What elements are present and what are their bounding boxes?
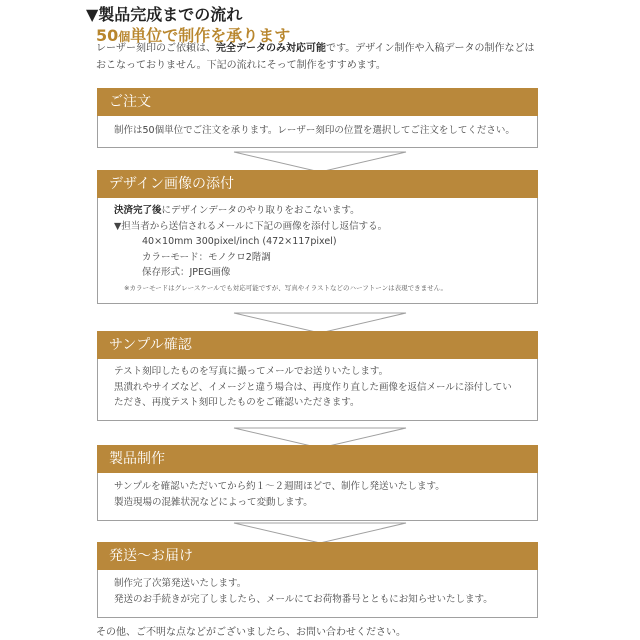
step-order-line: 制作は50個単位でご注文を承ります。レーザー刻印の位置を選択してご注文をしてください。 (114, 125, 515, 136)
step-production (97, 445, 538, 521)
step-design-line-1 (114, 203, 529, 219)
step-shipping-line-1: 制作完了次第発送いたします。 (114, 578, 247, 589)
step-design-title: デザイン画像の添付 (97, 170, 538, 198)
step-shipping-title: 発送〜お届け (97, 542, 538, 570)
image-spec-format: 保存形式：JPEG画像 (142, 267, 231, 278)
step-production-title: 製品制作 (97, 445, 538, 473)
step-sample-line-1: テスト刻印したものを写真に撮ってメールでお送りいたします。 (114, 366, 389, 377)
step-order-title: ご注文 (97, 88, 538, 116)
step-shipping-line-2: 発送のお手続きが完了しましたら、メールにてお荷物番号とともにお知らせいたします。 (114, 593, 493, 605)
step-production-line-1: サンプルを確認いただいてから約１～２週間ほどで、制作し発送いたします。 (114, 481, 445, 492)
step-design (97, 170, 538, 304)
step-sample-line-3: ただき、再度テスト刻印したものをご確認いただきます。 (114, 397, 360, 408)
step-shipping (97, 542, 538, 618)
subtitle-text: 単位で制作を承ります (130, 26, 291, 45)
subtitle-number: 50 (96, 26, 119, 45)
color-mode-note: ※カラーモードはグレースケールでも対応可能ですが、写真やイラストなどのハーフトーンは表現できません。 (124, 283, 447, 292)
step-production-body (97, 473, 538, 521)
step-sample (97, 331, 538, 421)
step-order (97, 88, 538, 148)
subtitle-unit: 個 (118, 30, 131, 44)
intro-part-1: レーザー刻印のご依頼は、 (96, 43, 216, 54)
intro-bold: 完全データのみ対応可能 (216, 43, 326, 54)
step-sample-title: サンプル確認 (97, 331, 538, 359)
image-spec-size: 40×10mm 300pixel/inch (472×117pixel) (142, 236, 337, 247)
step-order-body (97, 116, 538, 148)
intro-text (96, 40, 544, 74)
step-shipping-body (97, 570, 538, 618)
step-sample-line-2: 黒潰れやサイズなど、イメージと違う場合は、再度作り直した画像を返信メールに添付してい (114, 381, 512, 393)
step-design-body (97, 198, 538, 304)
step-production-line-2: 製造現場の混雑状況などによって変動します。 (114, 496, 313, 508)
footer-note: その他、ご不明な点などがございましたら、お問い合わせください。 (96, 627, 406, 638)
step-sample-body (97, 359, 538, 421)
step-design-line-1-rest: にデザインデータのやり取りをおこないます。 (161, 205, 360, 216)
settlement-bold: 決済完了後 (114, 205, 162, 216)
step-design-line-2: ▼担当者から送信されるメールに下記の画像を添付し返信する。 (114, 220, 388, 232)
page-title: ▼製品完成までの流れ (86, 5, 243, 24)
intro-part-2: です。デザイン制作や入稿データの制作などはおこなっておりません。下記の流れにそって制作をすすめます。 (96, 43, 535, 71)
image-spec-color: カラーモード：モノクロ2階調 (142, 251, 271, 263)
